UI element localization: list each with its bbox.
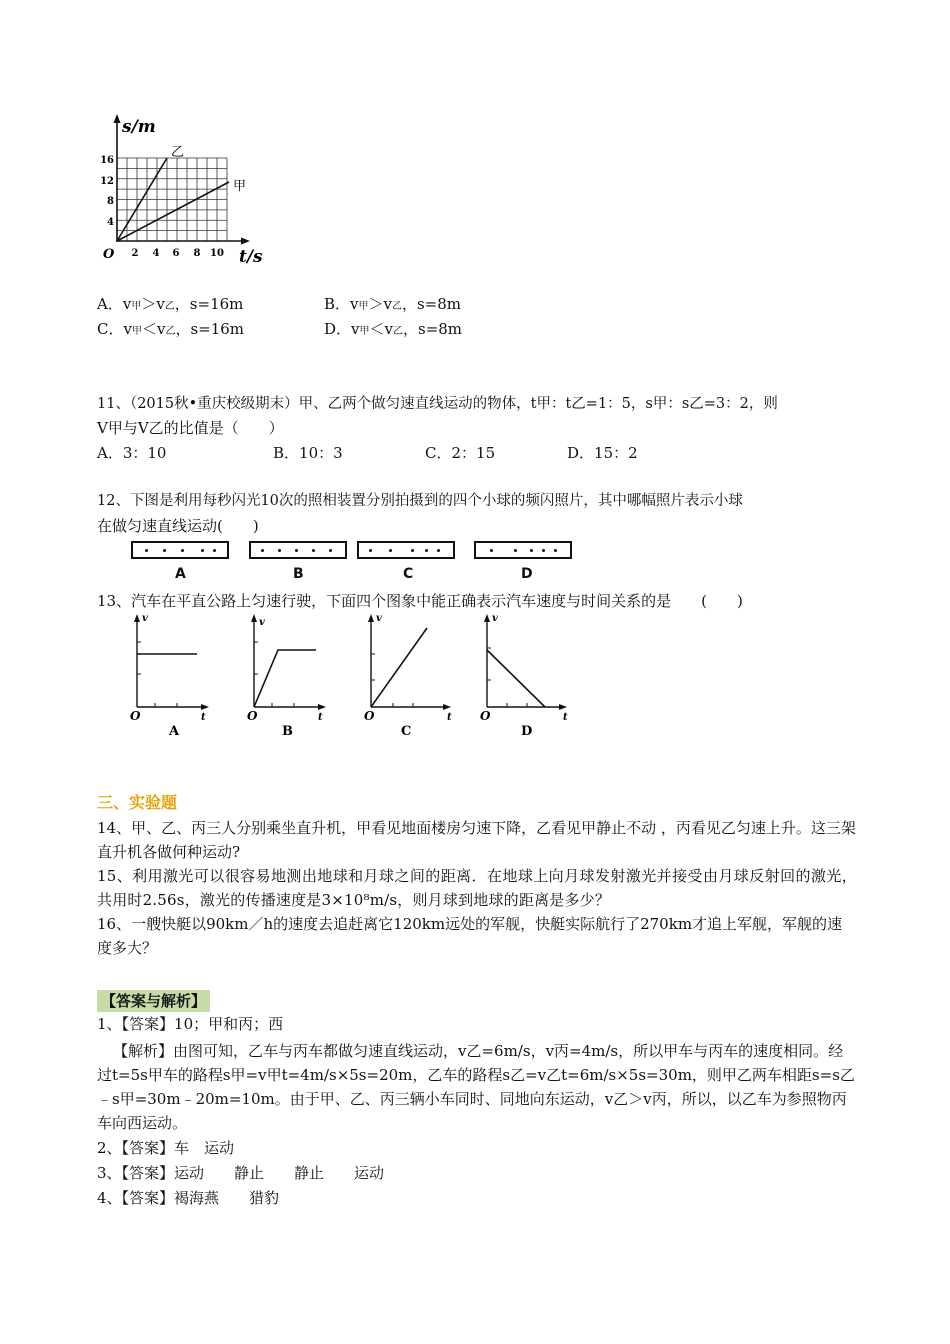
graph-grid xyxy=(117,158,227,241)
axis-v: v xyxy=(376,613,382,624)
q10-option-d: D．v甲＜v乙，s=8m xyxy=(324,320,463,338)
origin-label: O xyxy=(480,709,491,723)
q14-text: 14、甲、乙、丙三人分别乘坐直升机，甲看见地面楼房匀速下降，乙看见甲静止不动 ，丙看见乙匀速上升。这三架直升机各做何种运动? xyxy=(97,819,856,861)
x-tick: 4 xyxy=(152,248,160,259)
x-axis-arrow xyxy=(241,238,250,245)
q11-line1: 11、（2015秋•重庆校级期末）甲、乙两个做匀速直线运动的物体，t甲：t乙=1：5，s甲：s乙=3：2，则 xyxy=(97,396,778,412)
origin-label: O xyxy=(247,709,258,723)
x-tick: 10 xyxy=(210,248,224,259)
vt-graph-c xyxy=(364,613,452,739)
q12-line2: 在做匀速直线运动( ) xyxy=(97,517,259,535)
flash-label-a: A xyxy=(175,566,186,582)
x-tick: 8 xyxy=(193,248,201,259)
graph-label-b: B xyxy=(282,724,293,739)
x-axis-label: t/s xyxy=(239,247,263,267)
axis-t: t xyxy=(563,712,568,723)
line-jia xyxy=(117,182,229,241)
answer-1-analysis: 【解析】由图可知，乙车与丙车都做匀速直线运动，v乙=6m/s，v丙=4m/s，所以甲车与丙车的速度相同。经过t=5s甲车的路程s甲=v甲t=4m/s×5s=20m，乙车的路程s乙=v乙t=6m/s×5s=30m，则甲乙两车相距s=s乙﹣s甲=30m﹣20m=10m。由于甲、乙、丙三辆小车同时、同地向东运动，v乙＞v丙，所以，以乙车为参照物丙车向西运动。 xyxy=(97,1042,855,1132)
y-tick: 12 xyxy=(100,176,114,187)
line-b xyxy=(254,650,316,707)
q16-text: 16、一艘快艇以90km／h的速度去追赶离它120km远处的军舰，快艇实际航行了270km才追上军舰，军舰的速度多大？ xyxy=(97,915,843,957)
answer-4: 4、【答案】褐海燕 猎豹 xyxy=(97,1189,280,1207)
section-title: 三、实验题 xyxy=(97,793,178,812)
axis-v: v xyxy=(492,613,498,624)
graph-label-c: C xyxy=(401,724,412,739)
flash-label-c: C xyxy=(403,566,414,582)
axis-v: v xyxy=(142,613,148,624)
axis-t: t xyxy=(318,712,323,723)
q12-line1: 12、下图是利用每秒闪光10次的照相装置分别拍摄到的四个小球的频闪照片，其中哪幅照片表示小球 xyxy=(97,493,743,509)
y-tick: 16 xyxy=(100,155,114,166)
answer-2: 2、【答案】车 运动 xyxy=(97,1139,235,1157)
vt-graph-d xyxy=(480,613,568,739)
q11-option-a: A．3：10 xyxy=(97,444,167,462)
axis-t: t xyxy=(201,712,206,723)
flash-photo-c xyxy=(357,541,455,559)
flash-photo-a xyxy=(131,541,229,559)
q11-option-c: C．2：15 xyxy=(425,444,496,462)
q10-option-b: B．v甲＞v乙，s=8m xyxy=(324,295,462,313)
line-jia-label: 甲 xyxy=(233,179,247,194)
line-yi-label: 乙 xyxy=(171,145,185,160)
q11-option-d: D．15：2 xyxy=(567,444,638,462)
y-tick: 8 xyxy=(107,196,114,207)
y-tick: 4 xyxy=(107,217,114,228)
x-tick: 2 xyxy=(131,248,139,259)
flash-photo-b xyxy=(249,541,347,559)
origin-label: O xyxy=(364,709,375,723)
q13-vt-graphs xyxy=(125,612,595,742)
flash-photo-d xyxy=(474,541,572,559)
axis-v: v xyxy=(259,617,265,628)
flash-label-b: B xyxy=(293,566,304,582)
graph-label-a: A xyxy=(169,724,180,739)
answer-1: 1、【答案】10；甲和丙；西 xyxy=(97,1015,284,1033)
vt-graph-b xyxy=(247,614,326,739)
y-axis-arrow xyxy=(114,114,121,123)
origin-label: O xyxy=(130,709,141,723)
q10-option-c: C．v甲＜v乙，s=16m xyxy=(97,320,245,338)
answer-3: 3、【答案】运动 静止 静止 运动 xyxy=(97,1164,385,1182)
q11-option-b: B．10：3 xyxy=(273,444,343,462)
q15-text: 15、利用激光可以很容易地测出地球和月球之间的距离．在地球上向月球发射激光并接受由月球反射回的激光，共用时2.56s，激光的传播速度是3×10⁸m/s，则月球到地球的距离是多少？ xyxy=(97,867,857,909)
line-d xyxy=(487,650,545,707)
q13-text: 13、汽车在平直公路上匀速行驶，下面四个图象中能正确表示汽车速度与时间关系的是 ( ) xyxy=(97,592,743,610)
axis-t: t xyxy=(447,712,452,723)
q10-st-graph xyxy=(95,110,275,270)
origin-label: O xyxy=(103,247,115,262)
q11-line2: V甲与V乙的比值是（ ） xyxy=(97,419,284,437)
x-tick: 6 xyxy=(172,248,180,259)
y-axis-label: s/m xyxy=(122,117,156,137)
q10-option-a: A．v甲＞v乙，s=16m xyxy=(97,295,244,313)
line-c xyxy=(371,628,427,707)
graph-label-d: D xyxy=(521,724,533,739)
flash-label-d: D xyxy=(521,566,533,582)
answers-title: 【答案与解析】 xyxy=(97,990,210,1012)
vt-graph-a xyxy=(130,613,209,739)
